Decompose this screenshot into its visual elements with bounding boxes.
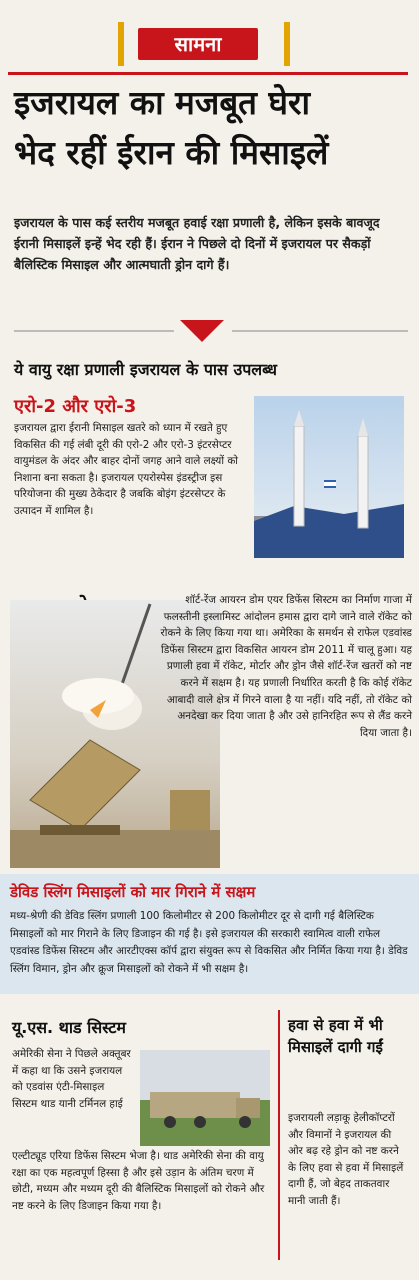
thaad-truck-image [140, 1050, 270, 1146]
irondome-text: शॉर्ट-रेंज आयरन डोम एयर डिफेंस सिस्टम का निर्माण गाजा में फलस्तीनी इस्लामिस्ट आंदोलन हमास द्वारा दागे जाने वाले रॉकेट को रोकने के लिए किया गया था। अमेरिका के समर्थन से राफेल एडवांस्ड डिफेंस सिस्टम द्वारा विकसित आयरन डोम 2011 में चालू हुआ। यह प्रणाली हवा में रॉकेट, मोर्टार और ड्रोन जैसे शॉर्ट-रेंज खतरों को नष्ट करने में सक्षम है। यह प्रणाली निर्धारित करती है कि कोई रॉकेट आबादी वाले क्षेत्र में गिरने वाला है या नहीं। यदि नहीं, तो रॉकेट को अनदेखा कर दिया जाता है और उसे हानिरहित रूप से लैंड करने दिया जाता है। [160, 594, 412, 739]
thaad-photo [140, 1050, 270, 1146]
chevron-down-icon [180, 320, 224, 342]
air-text: इजरायली लड़ाकू हेलीकॉप्टरों और विमानों ने इजरायल की ओर बढ़ रहे ड्रोन को नष्ट करने के लिए हवा से हवा में मिसाइलें दागी हैं, जो बेहद ताकतवार मानी जाती हैं। [288, 1112, 404, 1207]
air-title: हवा से हवा में भी मिसाइलें दागी गईं [288, 1016, 383, 1056]
section1-heading: ये वायु रक्षा प्रणाली इजरायल के पास उपलब्ध [14, 360, 278, 379]
masthead-label: सामना [138, 28, 258, 60]
thaad-text-bottom: एल्टीट्यूड एरिया डिफेंस सिस्टम भेजा है। थाड अमेरिकी सेना की वायु रक्षा का एक महत्वपूर्ण हिस्सा है और इसे उड़ान के अंतिम चरण में छोटी, मध्यम और मध्यम दूरी की बैलिस्टिक मिसाइलों को रोकने और नष्ट करने के लिए डिजाइन किया गया है। [12, 1150, 265, 1212]
divider-right [232, 330, 408, 332]
section2-heading: डेविड स्लिंग मिसाइलों को मार गिराने में सक्षम [10, 883, 256, 901]
headline [14, 78, 406, 178]
arrow-missile-image [254, 396, 404, 558]
thaad-title: यू.एस. थाड सिस्टम [12, 1018, 126, 1037]
lead-paragraph: इजरायल के पास कई स्तरीय मजबूत हवाई रक्षा प्रणाली है, लेकिन इसके बावजूद ईरानी मिसाइलें इन्हें भेद रही हैं। ईरान ने पिछले दो दिनों में इजरायल पर सैकड़ों बैलिस्टिक मिसाइल और आत्मघाती ड्रोन दागे हैं। [14, 215, 380, 272]
column-divider [278, 1010, 280, 1260]
headline-line1: इजरायल का मजबूत घेरा [14, 83, 311, 122]
arrow-photo [254, 396, 404, 558]
masthead [118, 22, 290, 66]
top-rule [8, 72, 408, 75]
divider-left [14, 330, 174, 332]
headline-line2: भेद रहीं ईरान की मिसाइलें [14, 133, 329, 172]
section2-text: मध्य-श्रेणी की डेविड स्लिंग प्रणाली 100 किलोमीटर से 200 किलोमीटर दूर से दागी गई बैलिस्टिक मिसाइलों को मार गिराने के लिए डिजाइन की गई है। इसे इजरायल की सरकारी स्वामित्व वाली राफेल एडवांस्ड डिफेंस सिस्टम और आरटीएक्स कॉर्प द्वारा संयुक्त रूप से विकसित और निर्मित किया गया है। डेविड स्लिंग विमान, ड्रोन और क्रूज मिसाइलों को रोकने में भी सक्षम है। [10, 910, 408, 975]
thaad-text-top: अमेरिकी सेना ने पिछले अक्तूबर में कहा था कि उसने इजरायल को एडवांस एंटी-मिसाइल सिस्टम थाड यानी टर्मिनल हाई [12, 1048, 131, 1110]
arrow-title: एरो-2 और एरो-3 [14, 396, 137, 417]
arrow-text: इजरायल द्वारा ईरानी मिसाइल खतरे को ध्यान में रखते हुए विकसित की गई लंबी दूरी की एरो-2 और एरो-3 इंटरसेप्टर वायुमंडल के अंदर और बाहर दोनों जगह आने वाले लक्ष्यों को निशाना बना सकता है। इजरायल एयरोस्पेस इंडस्ट्रीज इस परियोजना की मुख्य ठेकेदार है जबकि बोइंग इंटरसेप्टर के उत्पादन में शामिल है। [14, 422, 238, 517]
